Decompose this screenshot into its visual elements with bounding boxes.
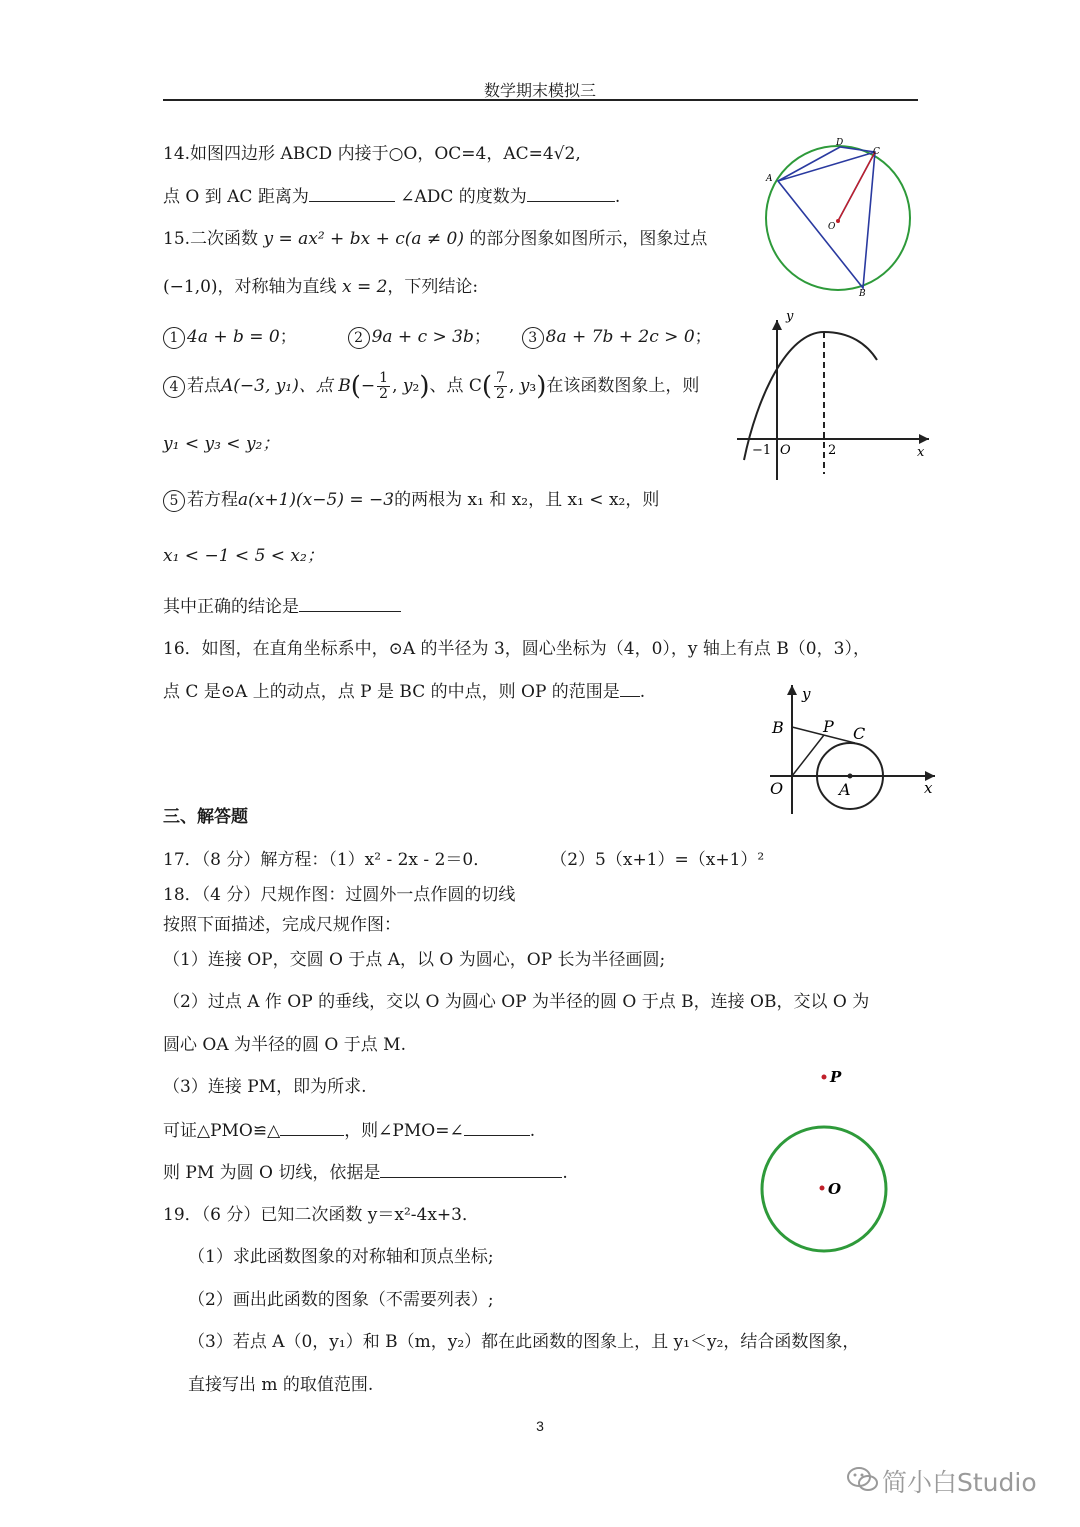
fig16-label-c: C bbox=[853, 724, 866, 743]
fig15-label-y: y bbox=[786, 312, 794, 324]
circled-number-5: 5 bbox=[163, 490, 185, 512]
fig16-label-x: x bbox=[924, 779, 933, 797]
fig15-parabola-curve bbox=[744, 332, 877, 460]
q18-line7: 可证△PMO≌△ ，则∠PMO=∠ . bbox=[163, 1121, 536, 1141]
fig16-label-b: B bbox=[772, 718, 784, 737]
fig16-label-y: y bbox=[802, 685, 811, 703]
fig15-label-o: O bbox=[780, 443, 791, 458]
section-title: 三、解答题 bbox=[163, 807, 248, 827]
q18-blank-1[interactable] bbox=[280, 1119, 344, 1136]
fig18-point-p bbox=[822, 1075, 827, 1080]
q15-line1: 15.二次函数 y = ax² + bx + c(a ≠ 0) 的部分图象如图所示，图象过点 bbox=[163, 229, 708, 249]
q14-blank-1[interactable] bbox=[309, 185, 395, 202]
fig18-point-o bbox=[820, 1186, 825, 1191]
fig16-label-a: A bbox=[839, 780, 851, 799]
figure-q16-circle-coords bbox=[760, 680, 940, 820]
q18-line5: 圆心 OA 为半径的圆 O 于点 M. bbox=[163, 1035, 406, 1055]
watermark-text: 简小白Studio bbox=[882, 1468, 1037, 1497]
fig15-label-x: x bbox=[917, 445, 925, 460]
fig14-label-b: B bbox=[859, 289, 866, 299]
q17-line: 17．（8 分）解方程：（1）x² - 2x - 2＝0． （2）5（x+1）=（x+1）² bbox=[163, 850, 765, 870]
q15-conclusions-123: 1 4a + b = 0； 2 9a + c > 3b； 3 8a + 7b + 2c > 0； bbox=[163, 326, 712, 349]
fig14-label-d: D bbox=[836, 138, 844, 148]
q15-conclusion-5: 5 若方程a(x+1)(x−5) = −3的两根为 x₁ 和 x₂，且 x₁ < x₂，则 bbox=[163, 489, 659, 512]
fig14-label-a: A bbox=[766, 174, 773, 184]
q19-line3: （2）画出此函数的图象（不需要列表）; bbox=[188, 1290, 494, 1310]
fig18-label-p: P bbox=[830, 1068, 842, 1086]
q15-answer-line: 其中正确的结论是 bbox=[163, 595, 401, 618]
q16-line1: 16．如图，在直角坐标系中，⊙A 的半径为 3，圆心坐标为（4，0），y 轴上有点 B（0，3）， bbox=[163, 639, 870, 659]
figure-q18-circle bbox=[750, 1060, 900, 1270]
q18-blank-2[interactable] bbox=[464, 1119, 530, 1136]
fig16-label-o: O bbox=[770, 779, 784, 798]
q14-line1: 14.如图四边形 ABCD 内接于○O，OC=4，AC=4√2, bbox=[163, 144, 581, 164]
fig15-y-arrow bbox=[772, 320, 782, 330]
q18-line6: （3）连接 PM，即为所求. bbox=[163, 1077, 367, 1097]
fig16-y-arrow bbox=[787, 685, 797, 695]
q16-line2: 点 C 是⊙A 上的动点，点 P 是 BC 的中点，则 OP 的范围是 . bbox=[163, 682, 646, 702]
fig18-label-o: O bbox=[828, 1180, 842, 1198]
circled-number-4: 4 bbox=[163, 376, 185, 398]
circled-number-3: 3 bbox=[522, 327, 544, 349]
q15-conclusion-4-result: y₁ < y₃ < y₂； bbox=[163, 434, 280, 454]
q18-line8: 则 PM 为圆 O 切线，依据是 . bbox=[163, 1163, 568, 1183]
fig14-label-o: O bbox=[828, 222, 836, 232]
figure-q15-parabola bbox=[732, 312, 932, 482]
circled-number-1: 1 bbox=[163, 327, 185, 349]
q18-line3: （1）连接 OP，交圆 O 于点 A，以 O 为圆心，OP 长为半径画圆; bbox=[163, 950, 666, 970]
q14-blank-2[interactable] bbox=[527, 185, 615, 202]
q15-conclusion-4: 4 若点A(−3, y₁)、点 B(− $\frac{1}{2}$ , y₂)、点 C( $\frac{7}{2}$ , y₃)在该函数图象上，则 bbox=[163, 370, 699, 403]
q18-line1: 18．（4 分）尺规作图：过圆外一点作圆的切线 bbox=[163, 885, 516, 905]
circled-number-2: 2 bbox=[348, 327, 370, 349]
q14-text-b: ∠ADC 的度数为 bbox=[400, 187, 527, 207]
fig16-segment-op bbox=[792, 735, 824, 776]
q18-line2: 按照下面描述，完成尺规作图： bbox=[163, 915, 401, 935]
fig15-label-neg1: −1 bbox=[752, 443, 772, 458]
q15-conclusion-5-result: x₁ < −1 < 5 < x₂； bbox=[163, 546, 324, 566]
q18-blank-3[interactable] bbox=[380, 1161, 562, 1178]
fig16-center-a bbox=[848, 774, 853, 779]
q14-line2: 点 O 到 AC 距离为 ∠ADC 的度数为 . bbox=[163, 187, 621, 207]
q15-blank[interactable] bbox=[299, 595, 401, 612]
fig15-x-arrow bbox=[919, 434, 929, 444]
q14-text-a: 点 O 到 AC 距离为 bbox=[163, 187, 309, 207]
q19-line2: （1）求此函数图象的对称轴和顶点坐标; bbox=[188, 1247, 494, 1267]
q15-function: y = ax² + bx + c(a ≠ 0) bbox=[263, 229, 465, 249]
fig14-label-c: C bbox=[873, 147, 880, 157]
q19-line1: 19．（6 分）已知二次函数 y＝x²-4x+3． bbox=[163, 1205, 479, 1225]
page-number: 3 bbox=[536, 1418, 544, 1434]
fig16-label-p: P bbox=[823, 717, 834, 736]
fig14-circle bbox=[766, 146, 910, 290]
page-header: 数学期末模拟三 bbox=[483, 81, 596, 100]
header-rule bbox=[163, 99, 918, 101]
wechat-icon bbox=[846, 1466, 880, 1492]
q19-line5: 直接写出 m 的取值范围. bbox=[188, 1375, 374, 1395]
fig14-quadrilateral bbox=[778, 147, 875, 288]
q16-blank[interactable] bbox=[620, 680, 640, 697]
q19-line4: （3）若点 A（0，y₁）和 B（m，y₂）都在此函数的图象上，且 y₁＜y₂，结合函数图象， bbox=[188, 1332, 860, 1352]
figure-q14-circle bbox=[755, 130, 920, 300]
fig14-center-dot bbox=[836, 219, 840, 223]
q18-line4: （2）过点 A 作 OP 的垂线，交以 O 为圆心 OP 为半径的圆 O 于点 B，连接 OB，交以 O 为 bbox=[163, 992, 870, 1012]
fig15-label-2: 2 bbox=[828, 443, 837, 458]
q15-line2: (−1,0)，对称轴为直线 x = 2，下列结论: bbox=[163, 277, 479, 297]
